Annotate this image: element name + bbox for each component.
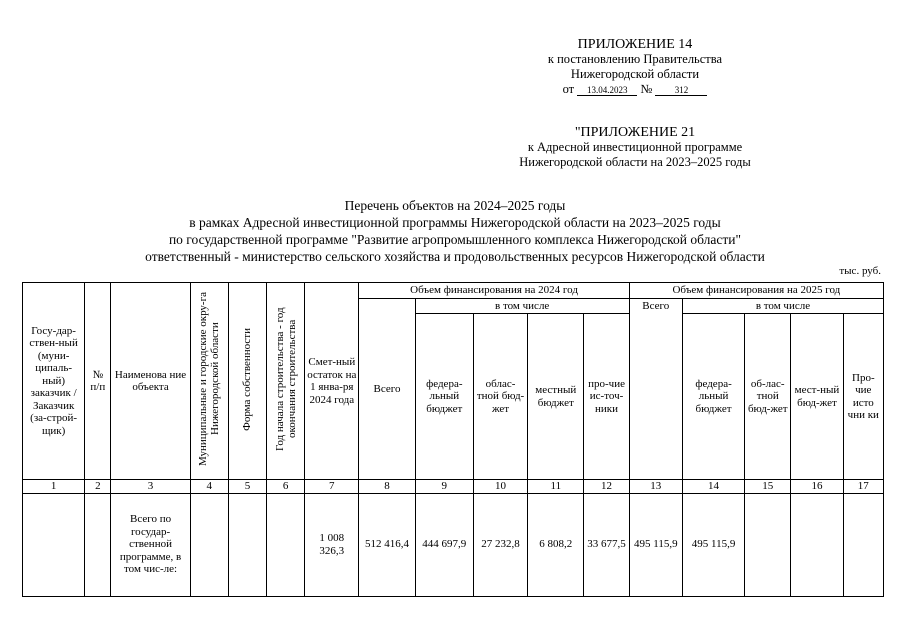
appendix-21-line2: Нижегородской области на 2023–2025 годы [519, 155, 751, 169]
header-years: Год начала строительства - год окончания строительства [273, 307, 298, 452]
appendix-14-header [440, 37, 830, 97]
header-federal-2025: федера-льный бюджет [682, 314, 744, 480]
cell-num [85, 493, 111, 596]
header-federal-2024: федера-льный бюджет [415, 314, 473, 480]
column-number: 10 [473, 480, 527, 494]
column-number: 6 [267, 480, 305, 494]
header-including-2024: в том числе [415, 298, 629, 314]
column-number: 5 [228, 480, 266, 494]
header-regional-2025: об-лас-тной бюд-жет [745, 314, 791, 480]
column-number: 7 [305, 480, 359, 494]
header-years-cell [267, 283, 305, 480]
cell-municipality [190, 493, 228, 596]
column-number: 17 [843, 480, 883, 494]
appendix-21-line1: к Адресной инвестиционной программе [527, 140, 743, 154]
cell-local-2025 [791, 493, 843, 596]
cell-estimate: 1 008 326,3 [305, 493, 359, 596]
column-number: 12 [584, 480, 629, 494]
appendix-14-line1: к постановлению Правительства [547, 52, 723, 66]
cell-total-2024: 512 416,4 [359, 493, 415, 596]
appendix-14-title: ПРИЛОЖЕНИЕ 14 [577, 37, 693, 52]
column-number: 9 [415, 480, 473, 494]
header-name: Наименова ние объекта [111, 283, 190, 480]
column-number: 3 [111, 480, 190, 494]
appendix-21-title: "ПРИЛОЖЕНИЕ 21 [574, 125, 696, 140]
cell-other-2024: 33 677,5 [584, 493, 629, 596]
column-number: 15 [745, 480, 791, 494]
caption-line1: Перечень объектов на 2024–2025 годы [344, 198, 566, 213]
column-number: 14 [682, 480, 744, 494]
column-number: 11 [528, 480, 584, 494]
header-local-2025: мест-ный бюд-жет [791, 314, 843, 480]
caption-line4: ответственный - министерство сельского хозяйства и продовольственных ресурсов Нижегородской области [145, 249, 765, 264]
header-other-2025: Про-чие исто чни ки [843, 314, 883, 480]
cell-name: Всего по государ-ственной программе, в том чис-ле: [111, 493, 190, 596]
cell-customer [23, 493, 85, 596]
caption-line3: по государственной программе "Развитие агропромышленного комплекса Нижегородской области" [168, 232, 742, 247]
header-total-2025: Всего [629, 298, 682, 480]
appendix-21-header [440, 125, 830, 170]
column-number: 13 [629, 480, 682, 494]
header-including-2025: в том числе [682, 298, 883, 314]
caption-line2: в рамках Адресной инвестиционной программы Нижегородской области на 2023–2025 годы [189, 215, 721, 230]
header-fin2025: Объем финансирования на 2025 год [629, 283, 883, 299]
cell-years [267, 493, 305, 596]
header-row-1 [23, 283, 884, 299]
header-municipality-cell [190, 283, 228, 480]
cell-regional-2024: 27 232,8 [473, 493, 527, 596]
cell-other-2025 [843, 493, 883, 596]
cell-local-2024: 6 808,2 [528, 493, 584, 596]
decree-number: 312 [655, 85, 707, 96]
cell-total-2025: 495 115,9 [629, 493, 682, 596]
number-label: № [640, 82, 653, 96]
appendix-14-date-line [440, 82, 830, 97]
cell-federal-2024: 444 697,9 [415, 493, 473, 596]
cell-federal-2025: 495 115,9 [682, 493, 744, 596]
header-total-2024: Всего [359, 298, 415, 480]
column-number: 1 [23, 480, 85, 494]
cell-ownership [228, 493, 266, 596]
header-ownership-cell [228, 283, 266, 480]
header-other-2024: про-чие ис-точ-ники [584, 314, 629, 480]
column-number: 2 [85, 480, 111, 494]
column-number: 4 [190, 480, 228, 494]
header-local-2024: местный бюджет [528, 314, 584, 480]
decree-date: 13.04.2023 [577, 85, 637, 96]
objects-table [22, 282, 884, 597]
header-ownership: Форма собственности [241, 327, 254, 431]
header-regional-2024: облас-тной бюд-жет [473, 314, 527, 480]
header-fin2024: Объем финансирования на 2024 год [359, 283, 629, 299]
column-number: 8 [359, 480, 415, 494]
table-row-total [23, 493, 884, 596]
unit-label: тыс. руб. [839, 265, 881, 277]
header-municipality: Муниципальные и городские окру-га Нижегородской области [197, 292, 222, 467]
cell-regional-2025 [745, 493, 791, 596]
column-number: 16 [791, 480, 843, 494]
column-numbers-row [23, 480, 884, 494]
document-caption [100, 197, 810, 265]
header-estimate: Смет-ный остаток на 1 янва-ря 2024 года [305, 283, 359, 480]
header-num: № п/п [85, 283, 111, 480]
from-label: от [562, 82, 575, 96]
appendix-14-line2: Нижегородской области [570, 67, 700, 81]
header-customer: Госу-дар-ствен-ный (муни-ципаль-ный) заказчик / Заказчик (за-строй-щик) [23, 283, 85, 480]
